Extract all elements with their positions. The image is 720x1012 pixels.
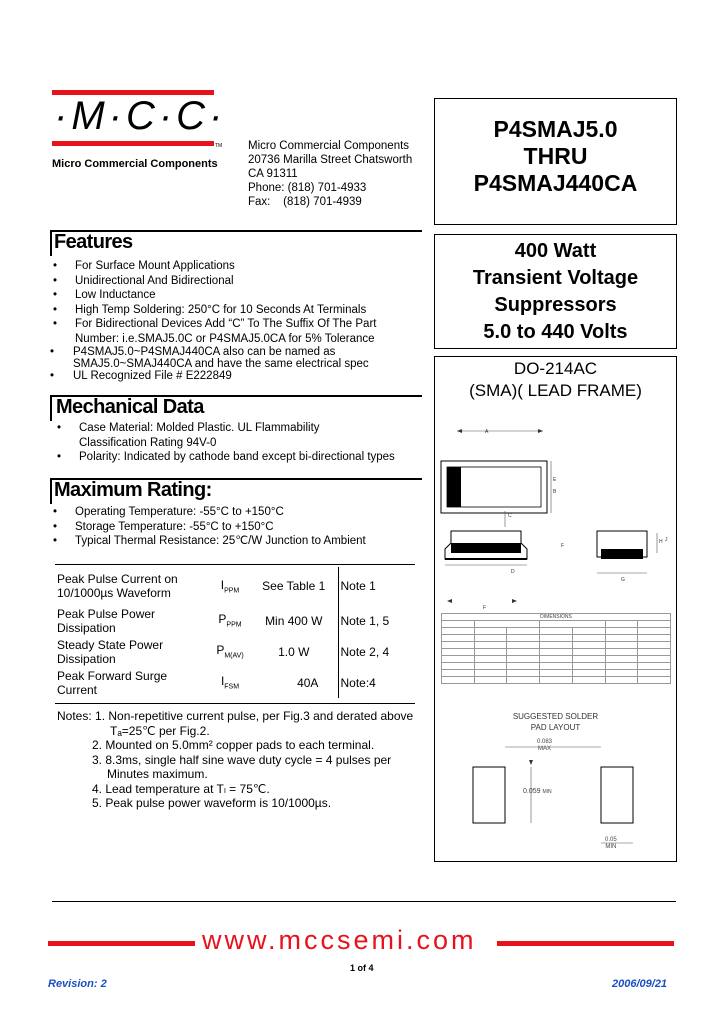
mechanical-vbar: [50, 396, 52, 421]
pad-dim-bottom-sub: MIN: [605, 844, 617, 850]
footer-bar-left: [48, 941, 195, 946]
note-4: 4. Lead temperature at Tₗ = 75℃.: [92, 781, 270, 796]
note-cell: Note:4: [338, 667, 415, 698]
revision-label: Revision: 2: [48, 978, 107, 990]
list-item: • For Surface Mount Applications: [53, 260, 235, 272]
svg-text:E: E: [553, 477, 557, 483]
part-line-1: P4SMAJ5.0: [493, 116, 618, 142]
logo-bottom-bar: [52, 141, 214, 146]
ratings-table: [55, 567, 415, 698]
pad-dim-top: [537, 739, 552, 753]
note-2: 2. Mounted on 5.0mm² copper pads to each terminal.: [92, 738, 375, 752]
solder-pad-title: [435, 711, 676, 733]
list-item: • Polarity: Indicated by cathode band except bi-directional types: [57, 451, 395, 463]
notes-block: [57, 709, 427, 811]
note-1b: Tₐ=25℃ per Fig.2.: [110, 723, 210, 738]
param-cell: Peak Forward Surge Current: [57, 668, 168, 697]
maxrating-vbar: [50, 479, 52, 504]
list-item: • Operating Temperature: -55°C to +150°C: [53, 506, 284, 518]
value-cell: See Table 1: [262, 579, 326, 593]
features-vbar: [50, 231, 52, 256]
desc-line-4: 5.0 to 440 Volts: [483, 321, 628, 343]
solder-pad-title-1: SUGGESTED SOLDER: [512, 712, 599, 721]
param-cell: Steady State Power Dissipation: [57, 637, 164, 666]
list-item: SMAJ5.0~SMAJ440CA and have the same electrical spec: [73, 358, 369, 370]
svg-text:F: F: [483, 605, 487, 611]
list-item: • Low Inductance: [53, 289, 156, 301]
symbol-cell: $I_{PPM}$: [220, 577, 240, 595]
desc-line-3: Suppressors: [494, 294, 617, 316]
svg-text:B: B: [553, 489, 557, 495]
table-row: [55, 636, 415, 667]
note-1: Notes: 1. Non-repetitive current pulse, per Fig.3 and derated above: [57, 709, 414, 723]
pad-dim-top-sub: MAX: [538, 746, 552, 752]
note-3b: Minutes maximum.: [107, 767, 208, 781]
address-line: Micro Commercial Components: [248, 140, 410, 152]
desc-line-2: Transient Voltage: [472, 267, 639, 289]
symbol-cell: $P_{PPM}$: [218, 612, 242, 629]
ratings-table-bottom-rule: [55, 703, 415, 704]
list-item: • Typical Thermal Resistance: 25℃/W Junction to Ambient: [53, 535, 366, 547]
ratings-table-top-rule: [55, 564, 415, 565]
mcc-logo: ·M·C·C·: [54, 94, 227, 138]
solder-pad-title-2: PAD LAYOUT: [530, 723, 581, 732]
part-number-box: [434, 98, 677, 225]
footer-bar-right: [497, 941, 674, 946]
logo-tm: TM: [215, 143, 223, 149]
address-line: Fax: (818) 701-4939: [248, 196, 362, 208]
table-row: [55, 667, 415, 698]
company-address: [248, 139, 412, 209]
table-row: [55, 567, 415, 605]
param-cell: Peak Pulse Power Dissipation: [57, 606, 156, 635]
features-list: [50, 259, 420, 383]
svg-text:F: F: [561, 543, 565, 549]
pad-dim-mid-value: 0.059: [523, 788, 541, 795]
symbol-cell: $I_{FSM}$: [220, 674, 240, 691]
svg-text:D: D: [511, 569, 515, 575]
pad-dim-bottom: [605, 837, 617, 851]
value-cell: 1.0 W: [278, 644, 310, 659]
dimension-table: [441, 613, 671, 684]
note-cell: Note 2, 4: [338, 636, 415, 667]
list-item: • For Bidirectional Devices Add “C” To The Suffix Of The Part: [53, 318, 377, 330]
package-subname: (SMA)( LEAD FRAME): [469, 381, 642, 400]
table-row: [55, 605, 415, 636]
list-item: • Case Material: Molded Plastic. UL Flammability: [57, 422, 320, 434]
note-cell: Note 1: [338, 567, 415, 605]
symbol-cell: $P_{M(AV)}$: [216, 643, 244, 660]
svg-text:C: C: [508, 513, 512, 519]
dim-table-title: DIMENSIONS: [442, 614, 671, 621]
description-box: [434, 234, 677, 349]
list-item: • High Temp Soldering: 250°C for 10 Seconds At Terminals: [53, 303, 367, 316]
dim-label-a: A: [485, 429, 489, 435]
part-line-3: P4SMAJ440CA: [473, 170, 638, 196]
pad-dim-bottom-value: 0.05: [605, 837, 617, 843]
mechanical-title: Mechanical Data: [56, 396, 204, 418]
desc-line-1: 400 Watt: [514, 240, 597, 262]
footer-url[interactable]: www.mccsemi.com: [202, 925, 477, 955]
address-line: 20736 Marilla Street Chatsworth: [248, 154, 413, 166]
pad-dim-mid: [523, 788, 552, 795]
list-item: • P4SMAJ5.0~P4SMAJ440CA also can be named as: [50, 346, 336, 358]
revision-date: 2006/09/21: [612, 978, 668, 990]
list-item: Number: i.e.SMAJ5.0C or P4SMAJ5.0CA for 5% Tolerance: [75, 332, 375, 345]
note-3: 3. 8.3ms, single half sine wave duty cycle = 4 pulses per: [92, 752, 392, 767]
list-item: • UL Recognized File # E222849: [50, 370, 232, 382]
list-item: Classification Rating 94V-0: [79, 436, 217, 449]
note-5: 5. Peak pulse power waveform is 10/1000µs.: [92, 796, 332, 810]
part-line-2: THRU: [523, 143, 588, 169]
param-cell: Peak Pulse Current on 10/1000µs Waveform: [57, 572, 178, 600]
mechanical-list: [54, 421, 424, 465]
list-item: • Unidirectional And Bidirectional: [53, 274, 234, 287]
value-cell: Min 400 W: [265, 613, 323, 628]
package-name: DO-214AC: [513, 359, 598, 378]
company-subtitle: Micro Commercial Components: [52, 158, 218, 170]
package-box: [434, 356, 677, 862]
note-cell: Note 1, 5: [338, 605, 415, 636]
maxrating-title: Maximum Rating:: [54, 479, 212, 501]
value-cell: 40A: [297, 675, 319, 690]
address-line: CA 91311: [248, 168, 298, 180]
pad-dim-top-value: 0.083: [537, 739, 553, 745]
pad-dim-mid-sub: MIN: [542, 789, 552, 795]
features-title: Features: [54, 231, 133, 253]
svg-text:G: G: [621, 577, 625, 583]
svg-text:H: H: [659, 539, 663, 545]
address-line: Phone: (818) 701-4933: [248, 182, 367, 194]
list-item: • Storage Temperature: -55°C to +150°C: [53, 520, 274, 533]
maxrating-list: [50, 505, 420, 549]
svg-text:J: J: [665, 537, 668, 543]
page-number: 1 of 4: [350, 963, 374, 973]
footer-rule: [52, 901, 676, 902]
